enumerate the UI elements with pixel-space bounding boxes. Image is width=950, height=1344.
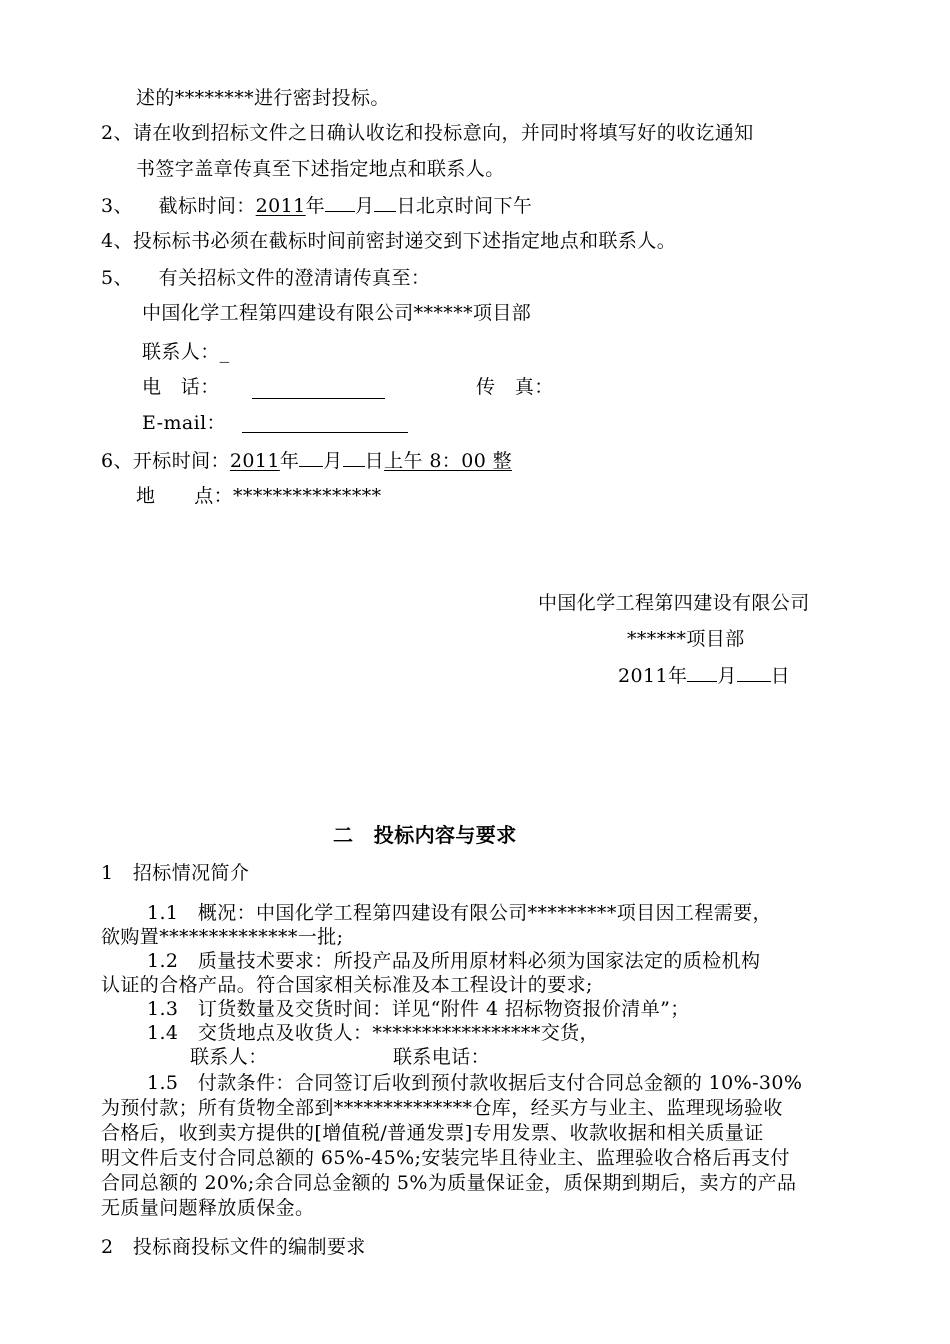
opening-label: 6、开标时间： — [101, 450, 230, 472]
day-blank — [737, 663, 771, 682]
item-3-number: 3、 — [101, 195, 133, 217]
email-blank — [242, 432, 408, 433]
contact-label: 联系人：_ — [142, 341, 230, 363]
signature-dept: ******项目部 — [627, 628, 745, 650]
para-1-5-line-5: 合同总额的 20%;余合同总金额的 5%为质量保证金，质保期到期后，卖方的产品 — [101, 1172, 797, 1194]
month-blank — [325, 193, 355, 212]
email-label: E-mail： — [142, 412, 226, 434]
item-5-text: 有关招标文件的澄清请传真至： — [158, 267, 431, 289]
location-label: 地 点： — [136, 485, 234, 507]
item-4-line: 4、投标标书必须在截标时间前密封递交到下述指定地点和联系人。 — [101, 230, 677, 252]
para-1-3: 1.3 订货数量及交货时间：详见“附件 4 招标物资报价清单”； — [147, 998, 690, 1020]
section-title: 二 投标内容与要求 — [333, 823, 517, 847]
phone-label: 电 话： — [142, 376, 220, 398]
signature-date — [618, 663, 790, 688]
item-6-opening-time — [101, 448, 512, 473]
deadline-year: 2011 — [255, 195, 306, 217]
location-line — [136, 484, 382, 508]
para-1-5-line-6: 无质量问题释放质保金。 — [101, 1197, 315, 1219]
phone-blank — [252, 398, 385, 399]
deadline-year-suffix: 年 — [305, 195, 326, 217]
opening-year: 2011 — [229, 450, 280, 472]
item-5-line — [101, 266, 430, 290]
item-2-line-1: 2、请在收到招标文件之日确认收讫和投标意向，并同时将填写好的收讫通知 — [101, 122, 754, 144]
para-1-5-line-4: 明文件后支付合同总额的 65%-45%;安装完毕且待业主、监理验收合格后再支付 — [101, 1147, 790, 1169]
opening-time: 上午 8：00 整 — [384, 450, 513, 472]
day-blank — [374, 193, 396, 212]
para-1-5-line-2: 为预付款；所有货物全部到**************仓库，经买方与业主、监理现场验收 — [101, 1097, 783, 1119]
paragraph-line: 述的********进行密封投标。 — [136, 87, 390, 109]
signature-month-suffix: 月 — [717, 665, 737, 687]
para-1-4-phone: 联系电话： — [393, 1046, 491, 1068]
para-1-1-line-2: 欲购置**************一批; — [101, 926, 344, 948]
para-1-5-line-1: 1.5 付款条件：合同签订后收到预付款收据后支付合同总金额的 10%-30% — [147, 1072, 803, 1094]
location-value: *************** — [233, 485, 382, 507]
deadline-day-suffix: 日北京时间下午 — [396, 195, 533, 217]
para-1-4: 1.4 交货地点及收货人：*****************交货， — [147, 1022, 599, 1044]
signature-company: 中国化学工程第四建设有限公司 — [538, 592, 810, 614]
month-blank — [687, 663, 717, 682]
para-1-1-line-1: 1.1 概况：中国化学工程第四建设有限公司*********项目因工程需要， — [147, 902, 772, 924]
deadline-label: 截标时间： — [158, 195, 256, 217]
opening-day-suffix: 日 — [364, 450, 385, 472]
item-3-deadline — [101, 193, 532, 218]
company-project-line: 中国化学工程第四建设有限公司******项目部 — [142, 302, 532, 324]
month-blank — [299, 448, 323, 467]
signature-year: 2011 — [618, 665, 668, 687]
para-1-5-line-3: 合格后，收到卖方提供的[增值税/普通发票]专用发票、收款收据和相关质量证 — [101, 1122, 764, 1144]
deadline-month-suffix: 月 — [355, 195, 375, 217]
para-1-2-line-1: 1.2 质量技术要求：所投产品及所用原材料必须为国家法定的质检机构 — [147, 950, 761, 972]
signature-day-suffix: 日 — [770, 665, 791, 687]
subsection-2-heading: 2 投标商投标文件的编制要求 — [101, 1236, 366, 1258]
para-1-4-contact: 联系人： — [190, 1046, 268, 1068]
opening-year-suffix: 年 — [279, 450, 300, 472]
para-1-2-line-2: 认证的合格产品。符合国家相关标准及本工程设计的要求; — [101, 974, 593, 996]
opening-month-suffix: 月 — [323, 450, 343, 472]
item-2-line-2: 书签字盖章传真至下述指定地点和联系人。 — [136, 158, 505, 180]
signature-year-suffix: 年 — [667, 665, 688, 687]
subsection-1-heading: 1 招标情况简介 — [101, 862, 250, 884]
day-blank — [343, 448, 365, 467]
fax-label: 传 真： — [476, 376, 554, 398]
item-5-number: 5、 — [101, 267, 133, 289]
